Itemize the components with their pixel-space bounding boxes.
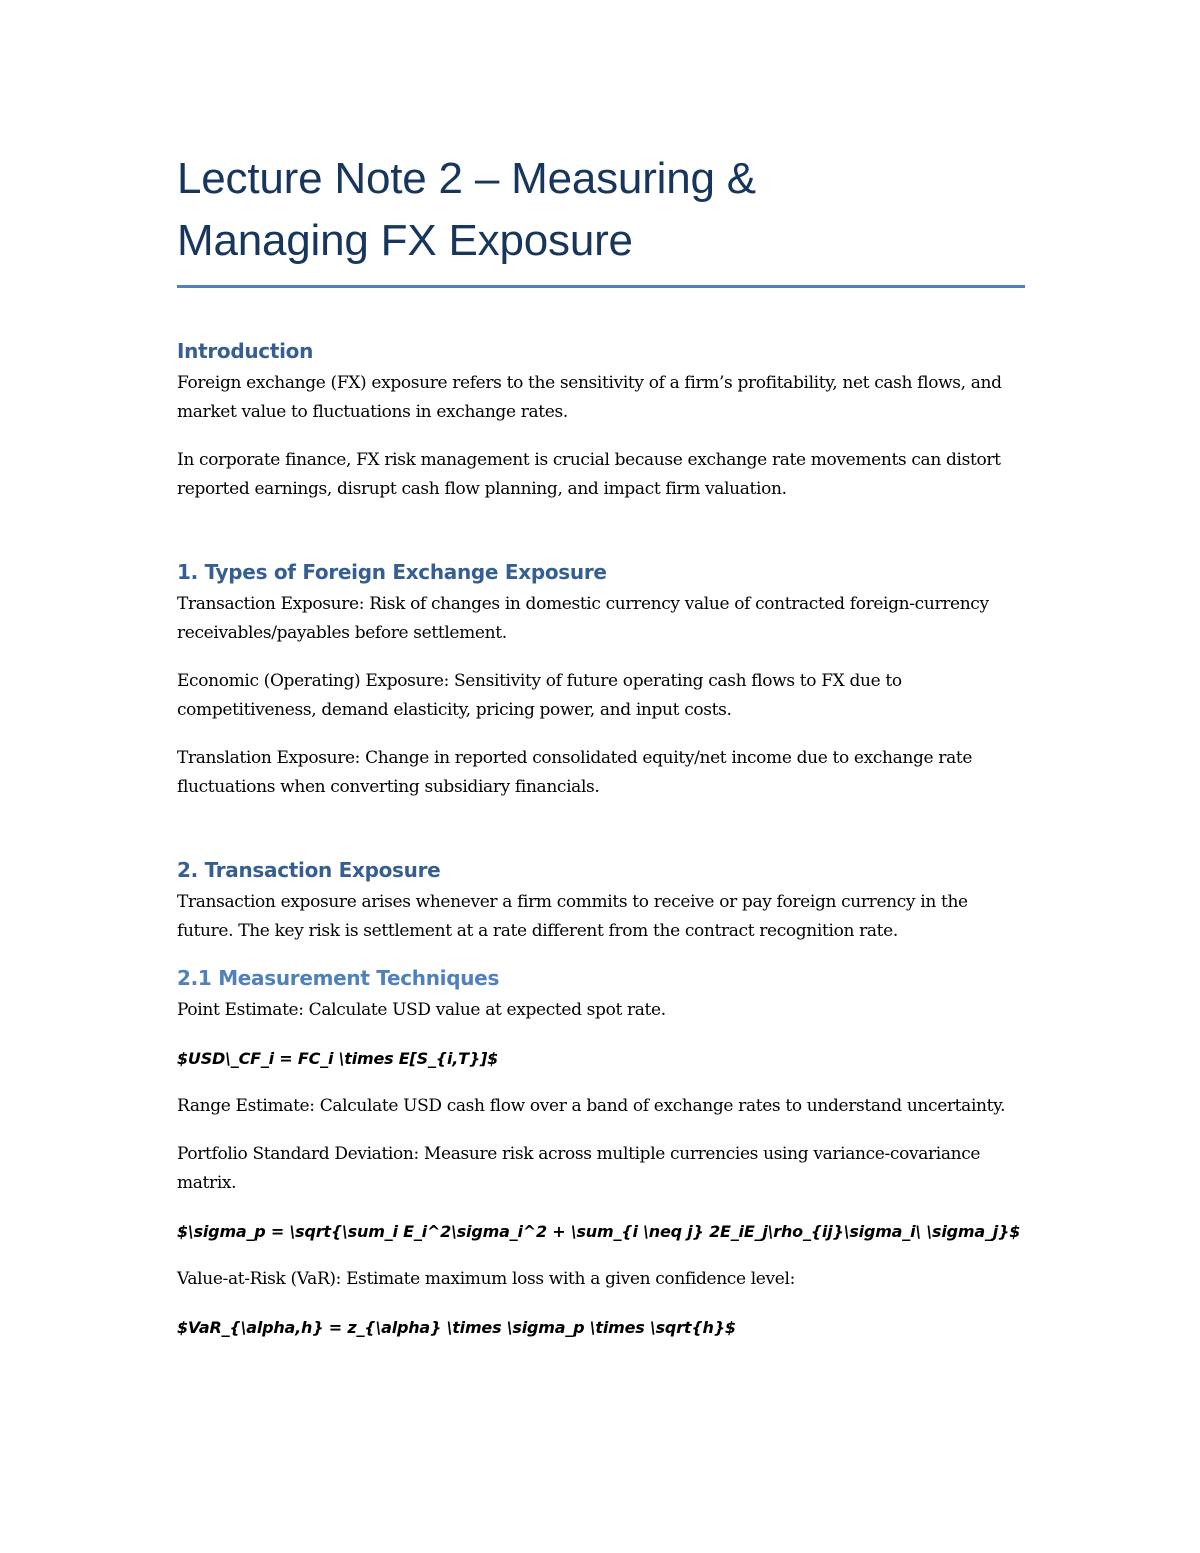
portfolio-sd-paragraph: Portfolio Standard Deviation: Measure risk across multiple currencies using variance-covariance matrix. bbox=[177, 1144, 981, 1193]
intro-paragraph-2: In corporate finance, FX risk management is crucial because exchange rate movements can distort reported earnings, disrupt cash flow planning, and impact firm valuation. bbox=[177, 450, 1001, 499]
formula-var: $VaR_{\alpha,h} = z_{\alpha} \times \sigma_p \times \sqrt{h}$ bbox=[177, 1318, 736, 1337]
formula-usd-cash-flow: $USD\_CF_i = FC_i \times E[S_{i,T}]$ bbox=[177, 1049, 499, 1068]
title-line-2: Managing FX Exposure bbox=[177, 216, 633, 265]
heading-measurement-techniques: 2.1 Measurement Techniques bbox=[177, 966, 500, 990]
translation-exposure-definition: Translation Exposure: Change in reported consolidated equity/net income due to exchange rate fluctuations when converting subsidiary financials. bbox=[177, 748, 973, 797]
title-underline-rule bbox=[177, 285, 1025, 288]
document-title bbox=[177, 148, 1025, 272]
title-line-1: Lecture Note 2 – Measuring & bbox=[177, 154, 756, 203]
var-paragraph: Value-at-Risk (VaR): Estimate maximum loss with a given confidence level: bbox=[177, 1269, 795, 1289]
transaction-exposure-definition: Transaction Exposure: Risk of changes in domestic currency value of contracted foreign-currency receivables/payables before settlement. bbox=[177, 594, 989, 643]
economic-exposure-definition: Economic (Operating) Exposure: Sensitivity of future operating cash flows to FX due to competitiveness, demand elasticity, pricing power, and input costs. bbox=[177, 671, 902, 720]
heading-introduction: Introduction bbox=[177, 339, 314, 363]
heading-transaction-exposure: 2. Transaction Exposure bbox=[177, 858, 441, 882]
formula-portfolio-sigma: $\sigma_p = \sqrt{\sum_i E_i^2\sigma_i^2 + \sum_{i \neq j} 2E_iE_j\rho_{ij}\sigma_i\ \sigma_j}$ bbox=[177, 1222, 1021, 1241]
intro-paragraph-1: Foreign exchange (FX) exposure refers to the sensitivity of a firm’s profitability, net cash flows, and market value to fluctuations in exchange rates. bbox=[177, 373, 1002, 422]
range-estimate-paragraph: Range Estimate: Calculate USD cash flow over a band of exchange rates to understand uncertainty. bbox=[177, 1096, 1006, 1116]
point-estimate-paragraph: Point Estimate: Calculate USD value at expected spot rate. bbox=[177, 1000, 666, 1020]
document-body bbox=[177, 148, 1025, 1342]
transaction-exposure-paragraph: Transaction exposure arises whenever a firm commits to receive or pay foreign currency in the future. The key risk is settlement at a rate different from the contract recognition rate. bbox=[177, 892, 968, 941]
heading-types-of-exposure: 1. Types of Foreign Exchange Exposure bbox=[177, 560, 607, 584]
